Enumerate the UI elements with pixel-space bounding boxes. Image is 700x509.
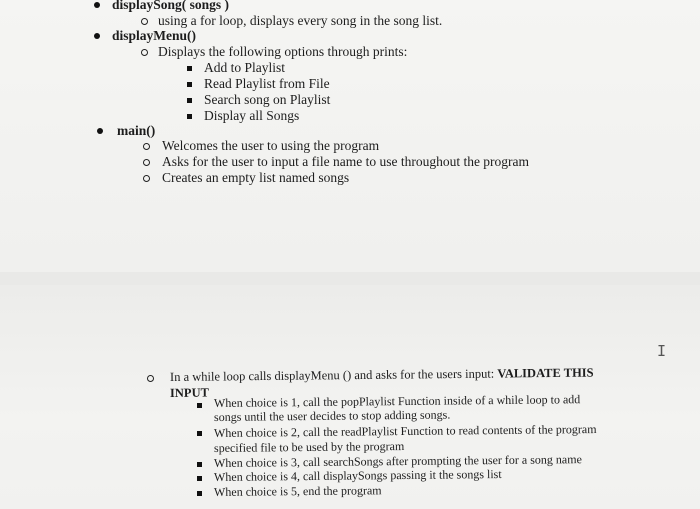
menu-option: Read Playlist from File <box>204 76 330 91</box>
loop-input-label: INPUT <box>169 385 209 400</box>
hollow-bullet-icon <box>147 375 154 382</box>
choice-2-line-2: specified file to be used by the program <box>213 439 405 455</box>
main-item: Asks for the user to input a file name to use throughout the program <box>162 154 530 169</box>
main-item: Welcomes the user to using the program <box>162 138 380 153</box>
text-cursor-icon: I <box>657 342 667 360</box>
bullet-icon <box>94 2 100 8</box>
square-bullet-icon <box>197 431 202 436</box>
choice-1-line-1: When choice is 1, call the popPlaylist Function inside of a while loop to add <box>213 392 581 410</box>
choice-5: When choice is 5, end the program <box>213 483 382 499</box>
loop-line-text: In a while loop calls displayMenu () and asks for the users input: <box>169 366 498 384</box>
square-bullet-icon <box>197 476 202 481</box>
choice-1-line-2: songs until the user decides to stop adding songs. <box>213 407 451 424</box>
validate-emphasis: VALIDATE THIS <box>497 365 594 381</box>
lower-document-page <box>0 285 700 509</box>
display-song-item: using a for loop, displays every song in the song list. <box>158 13 443 28</box>
square-bullet-icon <box>197 491 202 496</box>
display-menu-sub: Displays the following options through prints: <box>158 44 408 59</box>
menu-option: Add to Playlist <box>204 60 286 75</box>
hollow-bullet-icon <box>141 49 148 56</box>
display-song-heading: displaySong( songs ) <box>112 0 230 12</box>
loop-description <box>170 365 594 385</box>
hollow-bullet-icon <box>141 18 148 25</box>
bullet-icon <box>94 33 100 39</box>
hollow-bullet-icon <box>143 143 150 150</box>
square-bullet-icon <box>187 98 192 103</box>
hollow-bullet-icon <box>143 175 150 182</box>
menu-option: Search song on Playlist <box>204 92 331 107</box>
square-bullet-icon <box>187 66 192 71</box>
bullet-icon <box>97 128 103 134</box>
menu-option: Display all Songs <box>204 108 300 123</box>
choice-4: When choice is 4, call displaySongs passing it the songs list <box>213 466 502 484</box>
square-bullet-icon <box>197 403 202 408</box>
square-bullet-icon <box>187 114 192 119</box>
choice-3: When choice is 3, call searchSongs after prompting the user for a song name <box>213 452 582 470</box>
square-bullet-icon <box>197 462 202 467</box>
main-heading: main() <box>117 123 156 138</box>
main-item: Creates an empty list named songs <box>162 170 350 185</box>
hollow-bullet-icon <box>143 159 150 166</box>
choice-2-line-1: When choice is 2, call the readPlaylist Function to read contents of the program <box>213 421 597 440</box>
display-menu-heading: displayMenu() <box>112 28 197 43</box>
square-bullet-icon <box>187 82 192 87</box>
